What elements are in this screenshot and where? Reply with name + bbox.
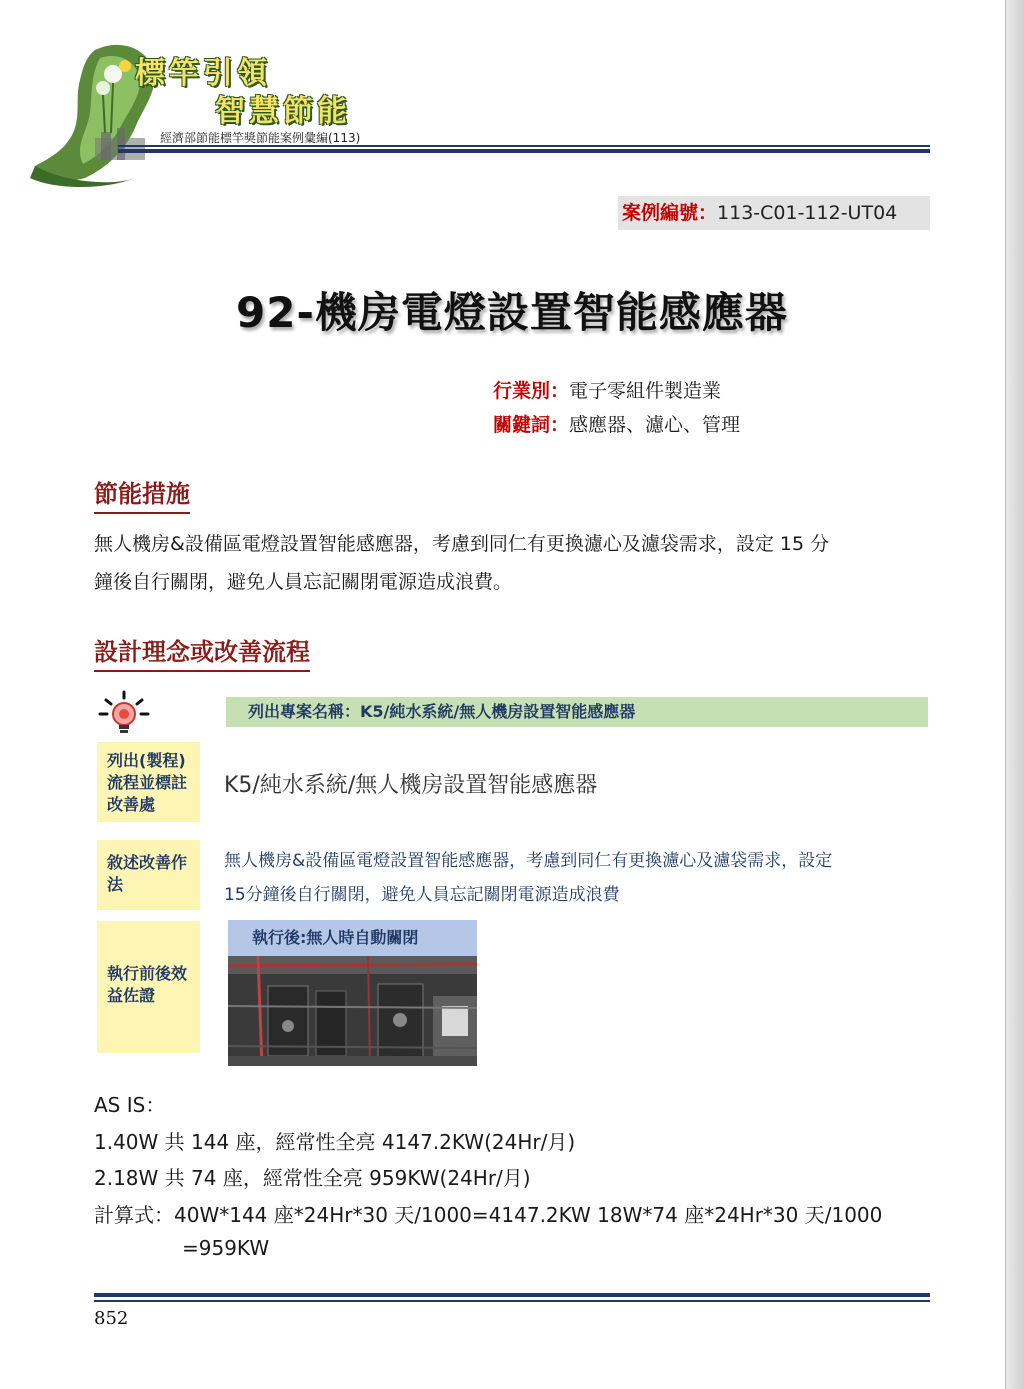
header-subtitle: 經濟部節能標竿獎節能案例彙編(113) — [160, 131, 361, 145]
page-number: 852 — [94, 1308, 129, 1329]
machine-room-photo — [228, 956, 477, 1066]
case-number-box — [618, 196, 930, 230]
label-process-flow: 列出(製程)流程並標註改善處 — [97, 742, 200, 822]
logo-title-line2: 智慧節能 — [215, 94, 351, 129]
label-improvement-method: 敘述改善作法 — [97, 840, 200, 910]
lightbulb-icon — [98, 690, 150, 738]
measures-paragraph — [94, 525, 934, 601]
label-benefit-evidence: 執行前後效益佐證 — [97, 921, 200, 1053]
header-rule-thick — [118, 149, 930, 153]
keywords-value: 感應器、濾心、管理 — [569, 414, 741, 436]
improvement-line-2: 15分鐘後自行關閉，避免人員忘記關閉電源造成浪費 — [224, 885, 620, 905]
as-is-heading: AS IS： — [94, 1093, 166, 1117]
case-number-label: 案例編號： — [622, 202, 718, 224]
improvement-line-1: 無人機房&設備區電燈設置智能感應器，考慮到同仁有更換濾心及濾袋需求，設定 — [224, 851, 833, 871]
keywords-label: 關鍵詞： — [493, 414, 570, 436]
as-is-formula-2: =959KW — [182, 1236, 270, 1260]
measures-line-2: 鐘後自行關閉，避免人員忘記關閉電源造成浪費。 — [94, 571, 513, 593]
page-title: 92-機房電燈設置智能感應器 — [236, 288, 788, 337]
keywords-line — [493, 410, 740, 437]
improvement-description — [224, 844, 934, 912]
as-is-formula-1: 計算式：40W*144 座*24Hr*30 天/1000=4147.2KW 18W*74 座*24Hr*30 天/1000 — [94, 1203, 883, 1227]
as-is-item-1: 1.40W 共 144 座，經常性全亮 4147.2KW(24Hr/月) — [94, 1130, 576, 1154]
case-number-value: 113-C01-112-UT04 — [717, 202, 898, 224]
project-name-banner: 列出專案名稱：K5/純水系統/無人機房設置智能感應器 — [226, 697, 928, 727]
section-heading-measures: 節能措施 — [94, 474, 190, 514]
industry-label: 行業別： — [493, 380, 570, 402]
industry-line — [493, 376, 721, 403]
footer-rule-thick — [94, 1293, 930, 1297]
logo-title-line1: 標竿引領 — [135, 56, 271, 91]
as-is-item-2: 2.18W 共 74 座，經常性全亮 959KW(24Hr/月) — [94, 1166, 531, 1190]
page-edge — [1005, 0, 1024, 1389]
measures-line-1: 無人機房&設備區電燈設置智能感應器，考慮到同仁有更換濾心及濾袋需求，設定 15 分 — [94, 533, 830, 555]
project-system-text: K5/純水系統/無人機房設置智能感應器 — [224, 773, 598, 798]
footer-rule — [94, 1300, 930, 1302]
industry-value: 電子零組件製造業 — [569, 380, 722, 402]
after-implementation-label: 執行後:無人時自動關閉 — [228, 920, 477, 956]
header-rule — [118, 145, 930, 147]
section-heading-design: 設計理念或改善流程 — [94, 632, 310, 672]
